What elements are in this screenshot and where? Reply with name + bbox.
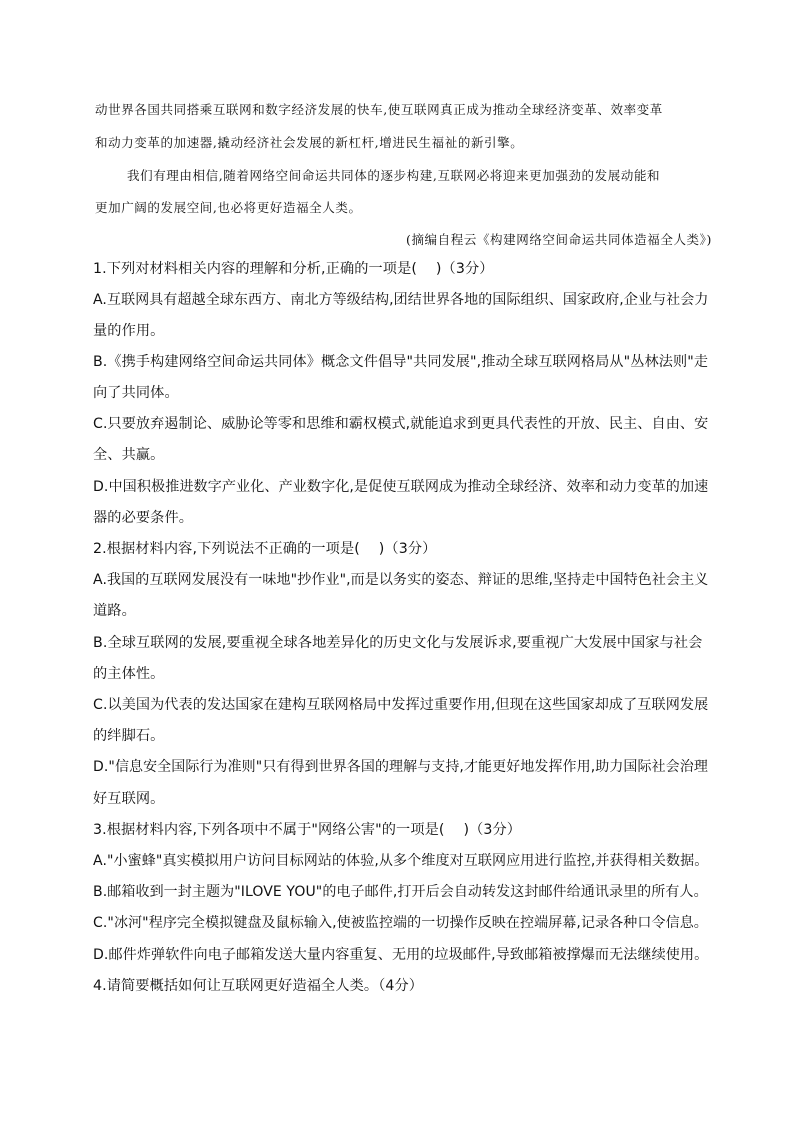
passage-source: (摘编自程云《构建网络空间命运共同体造福全人类》) xyxy=(405,232,712,247)
option-a-cont: 量的作用。 xyxy=(93,323,165,339)
option-c-cont: 全、共赢。 xyxy=(93,447,165,463)
option-c-cont: 的绊脚石。 xyxy=(93,728,165,744)
question-stem: 1.下列对材料相关内容的理解和分析,正确的一项是( )（3分） xyxy=(93,261,494,277)
option-b-cont: 向了共同体。 xyxy=(93,385,179,401)
option-d: D.中国积极推进数字产业化、产业数字化,是促使互联网成为推动全球经济、效率和动力变革的加速 xyxy=(93,479,709,495)
option-d-cont: 好互联网。 xyxy=(93,791,165,807)
option-b-cont: 的主体性。 xyxy=(93,666,165,682)
option-b: B.邮箱收到一封主题为"ILOVE YOU"的电子邮件,打开后会自动转发这封邮件给通讯录里的所有人。 xyxy=(93,884,708,900)
passage-line: 我们有理由相信,随着网络空间命运共同体的逐步构建,互联网必将迎来更加强劲的发展动能和 xyxy=(127,168,661,183)
option-c: C."冰河"程序完全模拟键盘及鼠标输入,使被监控端的一切操作反映在控端屏幕,记录各种口令信息。 xyxy=(93,915,708,931)
question-stem: 2.根据材料内容,下列说法不正确的一项是( )（3分） xyxy=(93,541,437,557)
option-b: B.全球互联网的发展,要重视全球各地差异化的历史文化与发展诉求,要重视广大发展中国家与社会 xyxy=(93,635,703,651)
option-d-cont: 器的必要条件。 xyxy=(93,510,194,526)
option-d: D.邮件炸弹软件向电子邮箱发送大量内容重复、无用的垃圾邮件,导致邮箱被撑爆而无法继续使用。 xyxy=(93,947,709,963)
passage-line: 动世界各国共同搭乘互联网和数字经济发展的快车,使互联网真正成为推动全球经济变革、效率变革 xyxy=(95,102,663,117)
question-stem: 4.请简要概括如何让互联网更好造福全人类。（4分） xyxy=(93,978,424,994)
option-c: C.以美国为代表的发达国家在建构互联网格局中发挥过重要作用,但现在这些国家却成了互联网发展 xyxy=(93,697,709,713)
option-a: A.我国的互联网发展没有一味地"抄作业",而是以务实的姿态、辩证的思维,坚持走中国特色社会主义 xyxy=(93,572,709,588)
question-stem: 3.根据材料内容,下列各项中不属于"网络公害"的一项是( )（3分） xyxy=(93,822,522,838)
option-c: C.只要放弃遏制论、威胁论等零和思维和霸权模式,就能追求到更具代表性的开放、民主、自由、安 xyxy=(93,416,709,432)
passage-line: 和动力变革的加速器,撬动经济社会发展的新杠杆,增进民生福祉的新引擎。 xyxy=(95,135,524,150)
passage-line: 更加广阔的发展空间,也必将更好造福全人类。 xyxy=(95,200,362,215)
option-a-cont: 道路。 xyxy=(93,603,136,619)
option-b: B.《携手构建网络空间命运共同体》概念文件倡导"共同发展",推动全球互联网格局从"丛林法则"走 xyxy=(93,354,709,370)
option-d: D."信息安全国际行为准则"只有得到世界各国的理解与支持,才能更好地发挥作用,助力国际社会治理 xyxy=(93,759,708,775)
option-a: A.互联网具有超越全球东西方、南北方等级结构,团结世界各地的国际组织、国家政府,企业与社会力 xyxy=(93,292,709,308)
option-a: A."小蜜蜂"真实模拟用户访问目标网站的体验,从多个维度对互联网应用进行监控,并获得相关数据。 xyxy=(93,853,709,869)
